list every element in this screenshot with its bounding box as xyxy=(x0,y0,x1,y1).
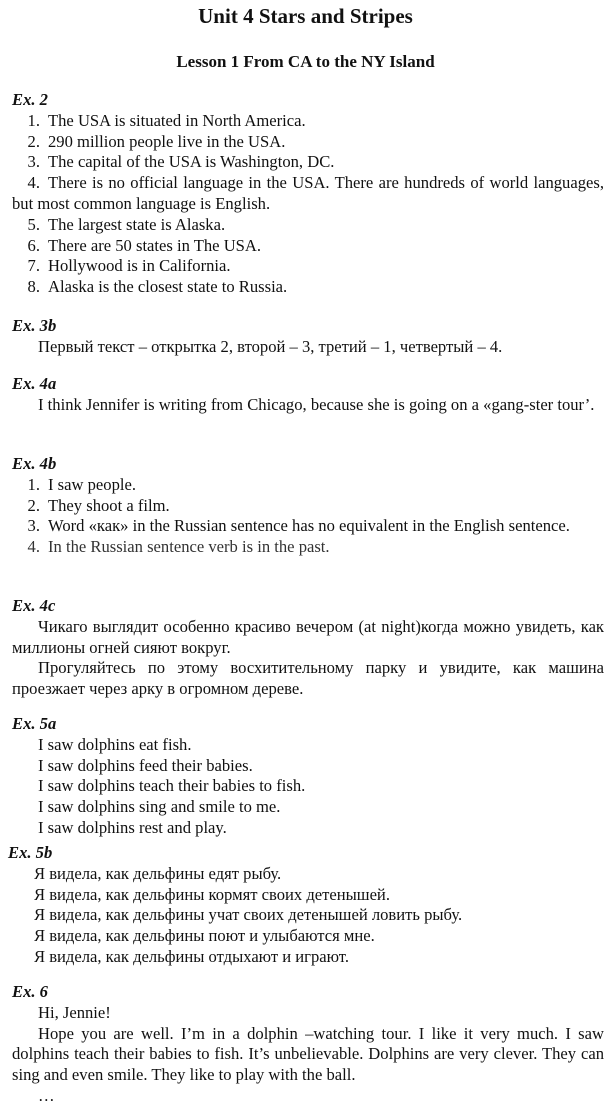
item-number: 1. xyxy=(27,110,40,130)
item-text: Alaska is the closest state to Russia. xyxy=(48,277,288,297)
exercise-heading: Ex. 6 xyxy=(12,982,48,1001)
exercise-heading: Ex. 3b xyxy=(12,316,57,335)
list-item xyxy=(12,277,604,298)
list-item xyxy=(12,111,604,132)
paragraph: I think Jennifer is writing from Chicago, because she is going on a «gang-ster tour’. xyxy=(38,394,595,414)
list-item: I saw dolphins teach their babies to fish. xyxy=(38,776,306,796)
item-text: Hollywood is in California. xyxy=(48,256,231,276)
item-number: 2. xyxy=(27,131,40,151)
exercise-heading: Ex. 4c xyxy=(12,596,56,615)
item-text: There are 50 states in The USA. xyxy=(48,235,262,255)
exercise-3b xyxy=(12,316,604,358)
exercise-heading: Ex. 5b xyxy=(8,843,53,862)
item-text: The capital of the USA is Washington, DC. xyxy=(48,152,335,172)
exercise-4c xyxy=(12,596,604,700)
list-item xyxy=(12,173,604,215)
paragraph: Hope you are well. I’m in a dolphin –watching tour. I like it very much. I saw dolphins teach their babies to fish. It’s unbelievable. Dolphins are very clever. They can sing and even smile. They like to play with the ball. xyxy=(12,1023,604,1085)
exercise-heading: Ex. 2 xyxy=(12,90,48,109)
list-item xyxy=(12,496,604,517)
item-number: 1. xyxy=(27,474,40,494)
item-text: The USA is situated in North America. xyxy=(48,110,306,130)
list-item xyxy=(12,537,604,558)
list-item: Я видела, как дельфины отдыхают и играют. xyxy=(34,946,349,966)
paragraph: Прогуляйтесь по этому восхитительному парку и увидите, как машина проезжает через арку в огромном дереве. xyxy=(12,658,604,699)
list-item xyxy=(12,132,604,153)
exercise-heading: Ex. 5a xyxy=(12,714,57,733)
greeting: Hi, Jennie! xyxy=(38,1002,111,1022)
ellipsis: … xyxy=(38,1085,55,1105)
list-item: Я видела, как дельфины кормят своих детенышей. xyxy=(34,884,390,904)
item-text: I saw people. xyxy=(48,474,137,494)
exercise-5b xyxy=(8,843,600,968)
item-text: They shoot a film. xyxy=(48,495,170,515)
list-item xyxy=(12,236,604,257)
list-item: I saw dolphins sing and smile to me. xyxy=(38,797,281,817)
exercise-heading: Ex. 4a xyxy=(12,374,57,393)
exercise-4b xyxy=(12,454,604,558)
list-item: I saw dolphins feed their babies. xyxy=(38,755,253,775)
item-number: 5. xyxy=(27,214,40,234)
list-item: I saw dolphins eat fish. xyxy=(38,734,192,754)
exercise-2 xyxy=(12,90,604,298)
exercise-5a xyxy=(12,714,604,839)
list-item: I saw dolphins rest and play. xyxy=(38,817,227,837)
item-number: 6. xyxy=(27,235,40,255)
item-text: In the Russian sentence verb is in the past. xyxy=(48,537,330,557)
item-number: 3. xyxy=(27,516,40,536)
list-item xyxy=(12,256,604,277)
list-item: Я видела, как дельфины поют и улыбаются мне. xyxy=(34,926,375,946)
item-number: 4. xyxy=(27,537,40,557)
item-text: 290 million people live in the USA. xyxy=(48,131,286,151)
page-title: Unit 4 Stars and Stripes xyxy=(198,4,413,28)
list-item xyxy=(12,152,604,173)
exercise-6 xyxy=(12,982,604,1107)
list-item: Я видела, как дельфины учат своих детенышей ловить рыбу. xyxy=(34,905,463,925)
item-text: There is no official language in the USA. There are hundreds of world languages, but most common language is English. xyxy=(12,173,604,213)
item-number: 2. xyxy=(27,495,40,515)
item-text: The largest state is Alaska. xyxy=(48,214,226,234)
exercise-4a xyxy=(12,374,604,416)
item-number: 3. xyxy=(27,152,40,172)
list-item xyxy=(12,516,604,537)
item-text: Word «как» in the Russian sentence has no equivalent in the English sentence. xyxy=(48,516,570,536)
list-item: Я видела, как дельфины едят рыбу. xyxy=(34,863,282,883)
list-item xyxy=(12,215,604,236)
exercise-heading: Ex. 4b xyxy=(12,454,57,473)
paragraph: Чикаго выглядит особенно красиво вечером (at night)когда можно увидеть, как миллионы огней сияют вокруг. xyxy=(12,616,604,657)
item-number: 4. xyxy=(27,173,40,193)
item-number: 7. xyxy=(27,256,40,276)
item-number: 8. xyxy=(27,277,40,297)
list-item xyxy=(12,475,604,496)
lesson-title: Lesson 1 From CA to the NY Island xyxy=(176,52,435,71)
paragraph: Первый текст – открытка 2, второй – 3, третий – 1, четвертый – 4. xyxy=(38,336,503,356)
